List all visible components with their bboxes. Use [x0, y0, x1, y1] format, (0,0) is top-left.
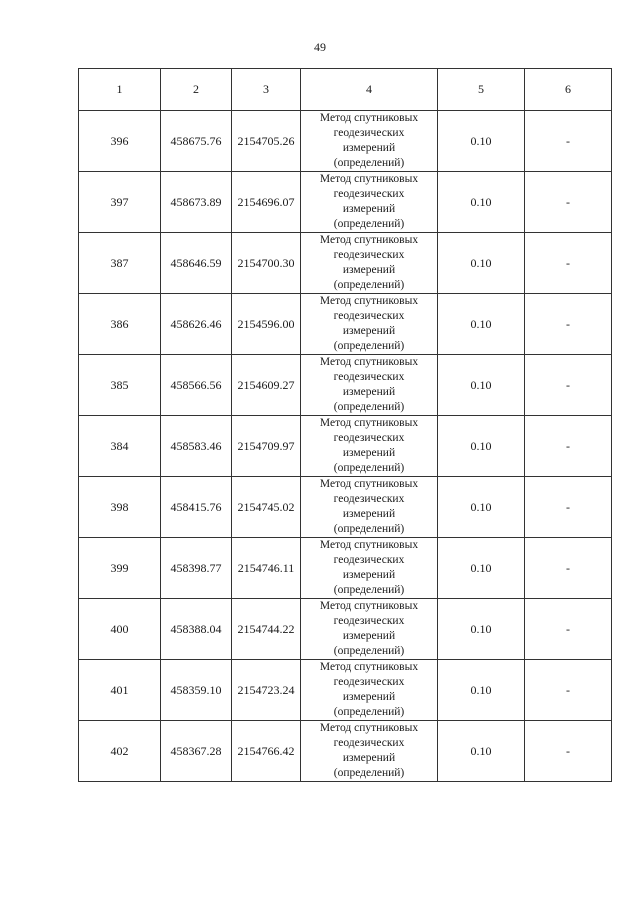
method-line: (определений) [333, 157, 405, 169]
method-line: (определений) [333, 645, 405, 657]
method-cell [301, 721, 438, 782]
y-coordinate-cell: 2154596.00 [232, 294, 301, 355]
accuracy-cell: 0.10 [438, 355, 525, 416]
method-line: измерений [342, 203, 396, 215]
method-line: Метод спутниковых [319, 234, 419, 246]
method-line: (определений) [333, 706, 405, 718]
accuracy-cell: 0.10 [438, 599, 525, 660]
point-number-cell: 398 [79, 477, 161, 538]
method-line: измерений [342, 691, 396, 703]
accuracy-cell: 0.10 [438, 294, 525, 355]
method-line: (определений) [333, 767, 405, 779]
y-coordinate-cell: 2154744.22 [232, 599, 301, 660]
method-line: Метод спутниковых [319, 661, 419, 673]
coordinates-table [78, 68, 612, 782]
table-row [79, 172, 612, 233]
method-line: (определений) [333, 279, 405, 291]
table-header-row [79, 69, 612, 111]
note-cell: - [525, 416, 612, 477]
method-line: геодезических [333, 188, 405, 200]
x-coordinate-cell: 458367.28 [161, 721, 232, 782]
accuracy-cell: 0.10 [438, 538, 525, 599]
method-line: (определений) [333, 523, 405, 535]
accuracy-cell: 0.10 [438, 721, 525, 782]
x-coordinate-cell: 458646.59 [161, 233, 232, 294]
method-line: (определений) [333, 401, 405, 413]
method-cell [301, 477, 438, 538]
table-row [79, 599, 612, 660]
accuracy-cell: 0.10 [438, 111, 525, 172]
table-row [79, 538, 612, 599]
method-cell [301, 355, 438, 416]
y-coordinate-cell: 2154696.07 [232, 172, 301, 233]
y-coordinate-cell: 2154709.97 [232, 416, 301, 477]
note-cell: - [525, 599, 612, 660]
accuracy-cell: 0.10 [438, 477, 525, 538]
method-line: геодезических [333, 371, 405, 383]
accuracy-cell: 0.10 [438, 416, 525, 477]
y-coordinate-cell: 2154705.26 [232, 111, 301, 172]
point-number-cell: 385 [79, 355, 161, 416]
note-cell: - [525, 233, 612, 294]
method-line: Метод спутниковых [319, 539, 419, 551]
method-line: Метод спутниковых [319, 356, 419, 368]
column-header: 4 [301, 69, 438, 111]
note-cell: - [525, 538, 612, 599]
column-header: 1 [79, 69, 161, 111]
method-cell [301, 111, 438, 172]
method-line: (определений) [333, 462, 405, 474]
method-line: геодезических [333, 737, 405, 749]
method-line: геодезических [333, 127, 405, 139]
method-line: геодезических [333, 493, 405, 505]
method-line: Метод спутниковых [319, 478, 419, 490]
point-number-cell: 387 [79, 233, 161, 294]
y-coordinate-cell: 2154723.24 [232, 660, 301, 721]
x-coordinate-cell: 458398.77 [161, 538, 232, 599]
table-row [79, 355, 612, 416]
method-cell [301, 660, 438, 721]
column-header: 3 [232, 69, 301, 111]
point-number-cell: 401 [79, 660, 161, 721]
column-header: 6 [525, 69, 612, 111]
x-coordinate-cell: 458566.56 [161, 355, 232, 416]
method-line: Метод спутниковых [319, 600, 419, 612]
x-coordinate-cell: 458626.46 [161, 294, 232, 355]
method-line: (определений) [333, 584, 405, 596]
note-cell: - [525, 294, 612, 355]
table-row [79, 660, 612, 721]
y-coordinate-cell: 2154745.02 [232, 477, 301, 538]
method-line: Метод спутниковых [319, 417, 419, 429]
accuracy-cell: 0.10 [438, 660, 525, 721]
point-number-cell: 397 [79, 172, 161, 233]
method-line: измерений [342, 325, 396, 337]
method-line: Метод спутниковых [319, 722, 419, 734]
note-cell: - [525, 111, 612, 172]
method-line: измерений [342, 386, 396, 398]
x-coordinate-cell: 458359.10 [161, 660, 232, 721]
point-number-cell: 402 [79, 721, 161, 782]
method-cell [301, 538, 438, 599]
method-line: (определений) [333, 218, 405, 230]
method-line: Метод спутниковых [319, 173, 419, 185]
method-line: Метод спутниковых [319, 112, 419, 124]
method-line: геодезических [333, 432, 405, 444]
method-cell [301, 233, 438, 294]
x-coordinate-cell: 458583.46 [161, 416, 232, 477]
note-cell: - [525, 355, 612, 416]
method-line: измерений [342, 508, 396, 520]
column-header: 5 [438, 69, 525, 111]
page-number: 49 [314, 40, 326, 54]
table-row [79, 294, 612, 355]
table-row [79, 721, 612, 782]
table-row [79, 416, 612, 477]
point-number-cell: 400 [79, 599, 161, 660]
method-line: геодезических [333, 249, 405, 261]
column-header: 2 [161, 69, 232, 111]
y-coordinate-cell: 2154746.11 [232, 538, 301, 599]
y-coordinate-cell: 2154700.30 [232, 233, 301, 294]
method-line: (определений) [333, 340, 405, 352]
x-coordinate-cell: 458673.89 [161, 172, 232, 233]
x-coordinate-cell: 458415.76 [161, 477, 232, 538]
method-line: геодезических [333, 615, 405, 627]
table-row [79, 477, 612, 538]
point-number-cell: 396 [79, 111, 161, 172]
table-row [79, 233, 612, 294]
method-line: геодезических [333, 554, 405, 566]
y-coordinate-cell: 2154766.42 [232, 721, 301, 782]
note-cell: - [525, 172, 612, 233]
method-line: Метод спутниковых [319, 295, 419, 307]
method-cell [301, 599, 438, 660]
x-coordinate-cell: 458388.04 [161, 599, 232, 660]
x-coordinate-cell: 458675.76 [161, 111, 232, 172]
accuracy-cell: 0.10 [438, 233, 525, 294]
method-line: геодезических [333, 676, 405, 688]
note-cell: - [525, 721, 612, 782]
method-line: измерений [342, 569, 396, 581]
table-body [79, 111, 612, 782]
method-cell [301, 294, 438, 355]
method-cell [301, 172, 438, 233]
method-line: геодезических [333, 310, 405, 322]
point-number-cell: 384 [79, 416, 161, 477]
method-line: измерений [342, 630, 396, 642]
point-number-cell: 386 [79, 294, 161, 355]
method-line: измерений [342, 264, 396, 276]
table-row [79, 111, 612, 172]
note-cell: - [525, 660, 612, 721]
point-number-cell: 399 [79, 538, 161, 599]
method-line: измерений [342, 752, 396, 764]
method-line: измерений [342, 447, 396, 459]
y-coordinate-cell: 2154609.27 [232, 355, 301, 416]
method-line: измерений [342, 142, 396, 154]
accuracy-cell: 0.10 [438, 172, 525, 233]
note-cell: - [525, 477, 612, 538]
method-cell [301, 416, 438, 477]
